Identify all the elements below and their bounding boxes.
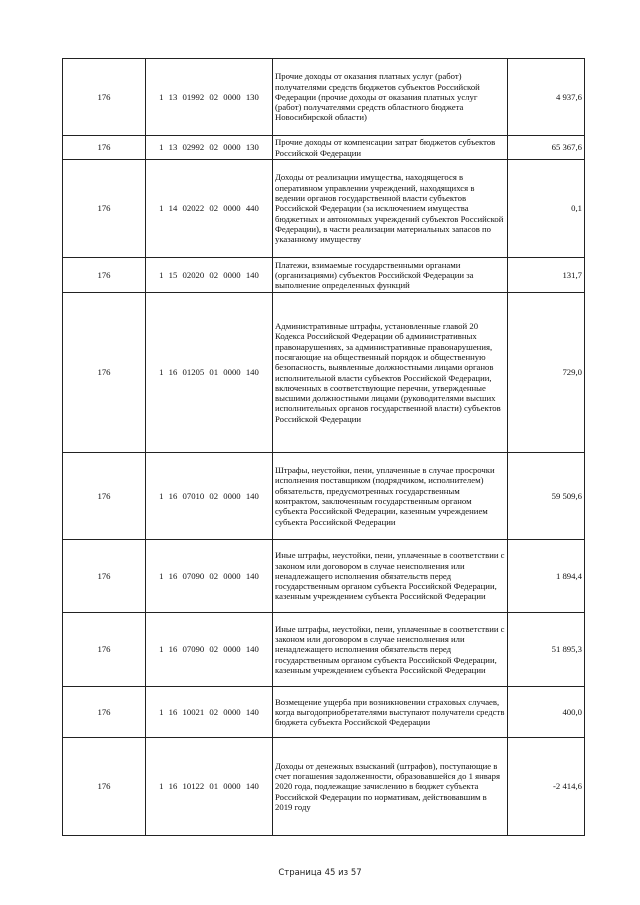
revenue-table — [62, 58, 585, 836]
description-cell: Возмещение ущерба при возникновении страховых случаев, когда выгодоприобретателями выступают получатели средств бюджета субъекта Российской Федерации — [273, 687, 508, 738]
table-row — [63, 160, 585, 258]
table-row — [63, 293, 585, 453]
amount-cell: 131,7 — [508, 258, 585, 293]
amount-cell: 65 367,6 — [508, 136, 585, 160]
budget-code-cell: 1 16 10021 02 0000 140 — [146, 687, 273, 738]
amount-cell: -2 414,6 — [508, 738, 585, 836]
amount-cell: 59 509,6 — [508, 453, 585, 540]
budget-code-cell: 1 13 01992 02 0000 130 — [146, 59, 273, 136]
amount-cell: 51 895,3 — [508, 613, 585, 687]
admin-code-cell: 176 — [63, 738, 146, 836]
description-cell: Платежи, взимаемые государственными органами (организациями) субъектов Российской Федерации за выполнение определенных функций — [273, 258, 508, 293]
amount-cell: 4 937,6 — [508, 59, 585, 136]
budget-code-cell: 1 13 02992 02 0000 130 — [146, 136, 273, 160]
admin-code-cell: 176 — [63, 160, 146, 258]
table-row — [63, 453, 585, 540]
page-number: Страница 45 из 57 — [278, 868, 362, 878]
description-cell: Прочие доходы от компенсации затрат бюджетов субъектов Российской Федерации — [273, 136, 508, 160]
admin-code-cell: 176 — [63, 136, 146, 160]
admin-code-cell: 176 — [63, 453, 146, 540]
budget-code-cell: 1 16 10122 01 0000 140 — [146, 738, 273, 836]
table-row — [63, 613, 585, 687]
admin-code-cell: 176 — [63, 613, 146, 687]
budget-code-cell: 1 15 02020 02 0000 140 — [146, 258, 273, 293]
description-cell: Иные штрафы, неустойки, пени, уплаченные в соответствии с законом или договором в случае неисполнения или ненадлежащего исполнения обязательств перед государственным органом субъекта Российской Федерации, казенным учреждением субъекта Российской Федерации — [273, 613, 508, 687]
amount-cell: 0,1 — [508, 160, 585, 258]
table-row — [63, 59, 585, 136]
budget-code-cell: 1 14 02022 02 0000 440 — [146, 160, 273, 258]
description-cell: Иные штрафы, неустойки, пени, уплаченные в соответствии с законом или договором в случае неисполнения или ненадлежащего исполнения обязательств перед государственным органом субъекта Российской Федерации, казенным учреждением субъекта Российской Федерации — [273, 540, 508, 613]
budget-code-cell: 1 16 07010 02 0000 140 — [146, 453, 273, 540]
description-cell: Штрафы, неустойки, пени, уплаченные в случае просрочки исполнения поставщиком (подрядчиком, исполнителем) обязательств, предусмотренных государственным контрактом, заключенным государственным органом субъекта Российской Федерации, казенным учреждением субъекта Российской Федерации — [273, 453, 508, 540]
table-row — [63, 687, 585, 738]
admin-code-cell: 176 — [63, 59, 146, 136]
budget-code-cell: 1 16 01205 01 0000 140 — [146, 293, 273, 453]
table-row — [63, 738, 585, 836]
amount-cell: 1 894,4 — [508, 540, 585, 613]
budget-code-cell: 1 16 07090 02 0000 140 — [146, 540, 273, 613]
description-cell: Доходы от реализации имущества, находящегося в оперативном управлении учреждений, находящихся в ведении органов государственной власти субъектов Российской Федерации (за исключением имущества бюджетных и автономных учреждений субъектов Российской Федерации), в части реализации материальных запасов по указанному имуществу — [273, 160, 508, 258]
description-cell: Прочие доходы от оказания платных услуг (работ) получателями средств бюджетов субъектов Российской Федерации (прочие доходы от оказания платных услуг (работ) получателями средств областного бюджета Новосибирской области) — [273, 59, 508, 136]
admin-code-cell: 176 — [63, 540, 146, 613]
description-cell: Административные штрафы, установленные главой 20 Кодекса Российской Федерации об административных правонарушениях, за административные правонарушения, посягающие на общественный порядок и общественную безопасность, выявленные должностными лицами органов исполнительной власти субъектов Российской Федерации, включенных в соответствующие перечни, утвержденные высшими должностными лицами (руководителями высших исполнительных органов государственной власти) субъектов Российской Федерации — [273, 293, 508, 453]
budget-code-cell: 1 16 07090 02 0000 140 — [146, 613, 273, 687]
table-row — [63, 136, 585, 160]
admin-code-cell: 176 — [63, 293, 146, 453]
admin-code-cell: 176 — [63, 687, 146, 738]
table-row — [63, 258, 585, 293]
amount-cell: 400,0 — [508, 687, 585, 738]
table-row — [63, 540, 585, 613]
amount-cell: 729,0 — [508, 293, 585, 453]
admin-code-cell: 176 — [63, 258, 146, 293]
description-cell: Доходы от денежных взысканий (штрафов), поступающие в счет погашения задолженности, образовавшейся до 1 января 2020 года, подлежащие зачислению в бюджет субъекта Российской Федерации по нормативам, действовавшим в 2019 году — [273, 738, 508, 836]
